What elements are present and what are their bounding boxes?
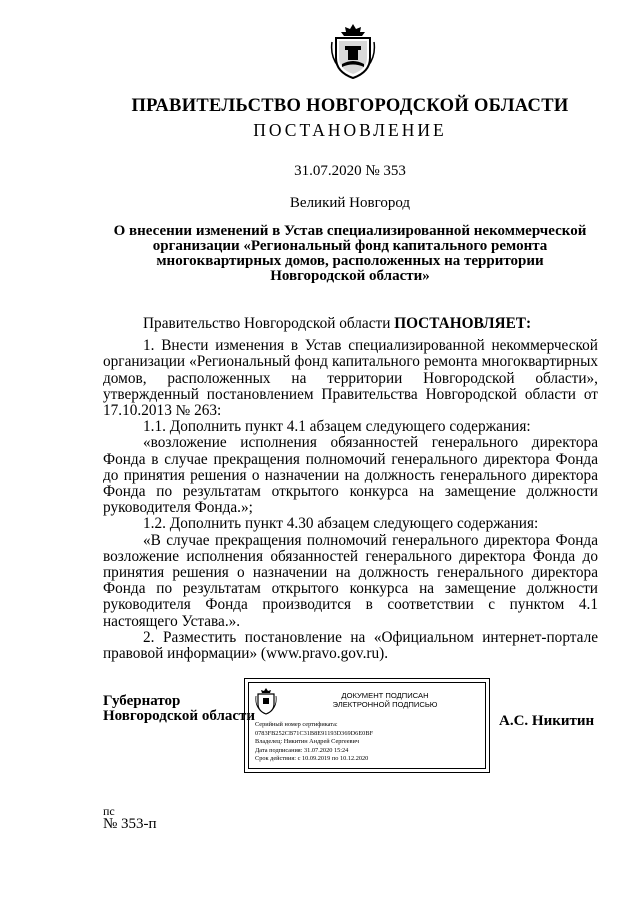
paragraph-2: 2. Разместить постановление на «Официальном интернет-портале правовой информации» (www.pravo.gov.ru).: [103, 628, 598, 663]
government-title: ПРАВИТЕЛЬСТВО НОВГОРОДСКОЙ ОБЛАСТИ: [131, 96, 569, 116]
footer-note: [103, 805, 157, 831]
date-number: 31.07.2020 № 353: [294, 163, 406, 179]
cert-serial: 0783FB252CB71C31B8E91193D369D6E0BF: [255, 729, 374, 737]
signatory-title: Губернатор Новгородской области: [103, 693, 256, 724]
document-type: ПОСТАНОВЛЕНИЕ: [253, 120, 447, 140]
electronic-signature-stamp: [244, 678, 490, 773]
stamp-emblem-icon: [255, 687, 277, 715]
cert-validity: Срок действия: с 10.09.2019 по 10.12.2020: [255, 755, 369, 763]
cert-owner: Владелец: Никитин Андрей Сергеевич: [255, 738, 360, 746]
intro-paragraph: Правительство Новгородской области ПОСТАНОВЛЯЕТ:: [143, 315, 532, 332]
footer-initials: пс: [103, 804, 115, 818]
decree-subject: О внесении изменений в Устав специализированной некоммерческой организации «Региональный фонд капитального ремонта многоквартирных домов, расположенных на территории Новгородской области»: [113, 223, 587, 284]
coat-of-arms-emblem: [330, 22, 376, 80]
paragraph-1-1: 1.1. Дополнить пункт 4.1 абзацем следующего содержания:: [143, 418, 531, 436]
resolves-word: ПОСТАНОВЛЯЕТ:: [394, 315, 532, 332]
paragraph-1-2: 1.2. Дополнить пункт 4.30 абзацем следующего содержания:: [143, 515, 539, 533]
paragraph-1: 1. Внести изменения в Устав специализированной некоммерческой организации «Региональный фонд капитального ремонта многоквартирных домов, расположенных на территории Новгородской области», утвержденный постановлением Правительства Новгородской области от 17.10.2013 № 263:: [103, 337, 598, 420]
footer-number: № 353-п: [103, 816, 157, 832]
cert-label: Серийный номер сертификата:: [255, 721, 338, 728]
signatory-name: А.С. Никитин: [499, 713, 595, 729]
paragraph-1-1-text: «возложение исполнения обязанностей генерального директора Фонда в случае прекращения полномочий генерального директора Фонда до принятия решения о назначении на должность генерального директора Фонда по результатам открытого конкурса на замещение должности руководителя Фонда.»;: [103, 434, 598, 517]
decree-body: [103, 316, 598, 662]
city: Великий Новгород: [289, 195, 411, 211]
stamp-heading: ДОКУМЕНТ ПОДПИСАН ЭЛЕКТРОННОЙ ПОДПИСЬЮ: [332, 691, 438, 709]
signed-date: Дата подписания: 31.07.2020 15:24: [255, 746, 349, 754]
stamp-details: [255, 721, 373, 764]
paragraph-1-2-text: «В случае прекращения полномочий генерального директора Фонда возложение исполнения обязанностей генерального директора Фонда до принятия решения о назначении на должность генерального директора Фонда по результатам открытого конкурса на замещение должности руководителя Фонда производится в соответствии с пунктом 4.1 настоящего Устава.».: [103, 531, 598, 630]
